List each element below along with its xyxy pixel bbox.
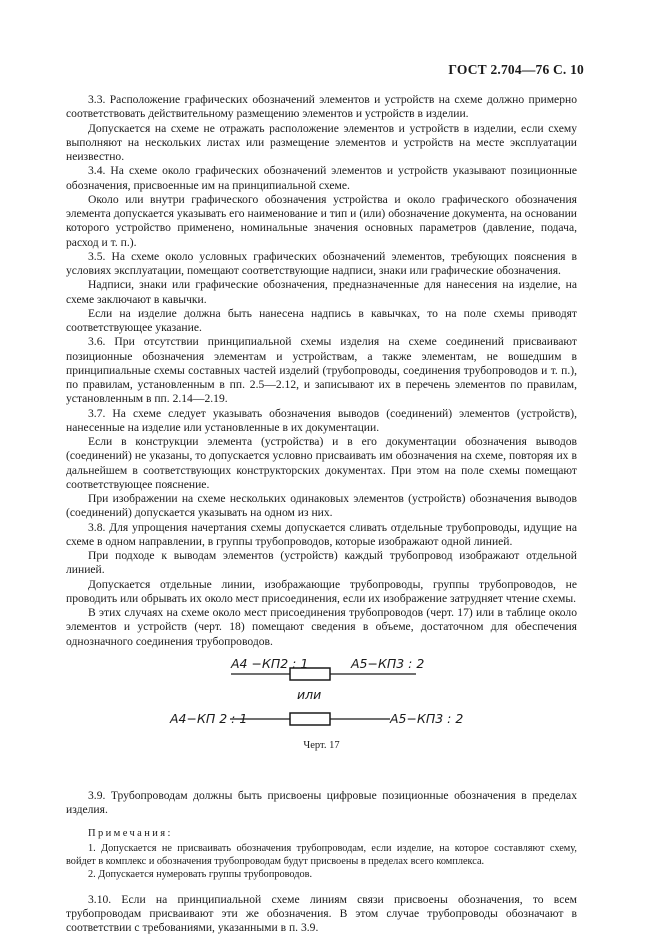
figure-caption: Черт. 17	[66, 739, 577, 753]
notes-title: Примечания:	[66, 827, 577, 841]
paragraph: В этих случаях на схеме около мест присоединения трубопроводов (черт. 17) или в таблице около элементов и устройств (черт. 18) помещают сведения в объеме, достаточном для обеспечения однозначного соединения трубопроводов.	[66, 606, 577, 649]
paragraph: Допускается на схеме не отражать расположение элементов и устройств в изделии, если схему выполняют на нескольких листах или размещение элементов и устройств на месте эксплуатации неизвестно.	[66, 122, 577, 165]
figure-17	[66, 655, 577, 765]
after-figure-section	[66, 789, 577, 818]
pipeline-diagram	[66, 655, 577, 739]
note-item: 1. Допускается не присваивать обозначения трубопроводам, если изделие, на которое составляют схему, войдет в комплекс и обозначения трубопроводам будут присвоены в пределах всего комплекса.	[66, 842, 577, 868]
paragraph: 3.9. Трубопроводам должны быть присвоены цифровые позиционные обозначения в пределах изделия.	[66, 789, 577, 818]
closing-section	[66, 893, 577, 935]
note-item: 2. Допускается нумеровать группы трубопроводов.	[66, 868, 577, 881]
bottom-left-label: А4−КП 2 : 1	[169, 711, 247, 726]
bottom-right-label: А5−КП3 : 2	[389, 711, 463, 726]
paragraph: При изображении на схеме нескольких одинаковых элементов (устройств) обозначения выводов (соединений) допускается указывать на одном из них.	[66, 492, 577, 521]
or-label: или	[297, 687, 321, 702]
paragraph: При подходе к выводам элементов (устройств) каждый трубопровод изображают отдельной линией.	[66, 549, 577, 578]
paragraph: 3.5. На схеме около условных графических обозначений элементов, требующих пояснения в условиях эксплуатации, помещают соответствующие надписи, знаки или графические обозначения.	[66, 250, 577, 279]
paragraph: 3.10. Если на принципиальной схеме линиям связи присвоены обозначения, то всем трубопроводам присваивают эти же обозначения. В этом случае трубопроводы обозначают в соответствии с требованиями, указанными в п. 3.9.	[66, 893, 577, 935]
paragraph: Допускается отдельные линии, изображающие трубопроводы, группы трубопроводов, не проводить или обрывать их около мест присоединения, если их изображение затрудняет чтение схемы.	[66, 578, 577, 607]
paragraph: Около или внутри графического обозначения устройства и около графического обозначения элемента допускается указывать его наименование и тип и (или) обозначение документа, на основании которого устройство применено, номинальные значения основных параметров (давление, подача, расход и т. п.).	[66, 193, 577, 250]
paragraph: 3.7. На схеме следует указывать обозначения выводов (соединений) элементов (устройств), нанесенные на изделие или установленные в их документации.	[66, 407, 577, 436]
bottom-element	[290, 713, 330, 725]
paragraph: 3.3. Расположение графических обозначений элементов и устройств на схеме должно примерно соответствовать действительному размещению элементов и устройств в изделии.	[66, 93, 577, 122]
document-body	[66, 93, 577, 935]
paragraph: 3.4. На схеме около графических обозначений элементов и устройств указывают позиционные обозначения, присвоенные им на принципиальной схеме.	[66, 164, 577, 193]
paragraph: 3.8. Для упрощения начертания схемы допускается сливать отдельные трубопроводы, идущие на схеме в одном направлении, в группы трубопроводов, которые изображают одной линией.	[66, 521, 577, 550]
top-left-label: А4 −КП2 : 1	[230, 656, 308, 671]
top-right-label: А5−КП3 : 2	[350, 656, 424, 671]
paragraph: Если на изделие должна быть нанесена надпись в кавычках, то на поле схемы приводят соответствующее указание.	[66, 307, 577, 336]
paragraph: Надписи, знаки или графические обозначения, предназначенные для нанесения на изделие, на схеме заключают в кавычки.	[66, 278, 577, 307]
paragraph: 3.6. При отсутствии принципиальной схемы изделия на схеме соединений присваивают позиционные обозначения элементам и устройствам, а также элементам, не вошедшим в принципиальные схемы составных частей изделий (трубопроводы, соединения трубопроводов и т. п.), по правилам, установленным в пп. 2.5—2.12, и записывают их в перечень элементов по правилам, установленным в пп. 2.14—2.19.	[66, 335, 577, 406]
paragraph: Если в конструкции элемента (устройства) и в его документации обозначения выводов (соединений) не указаны, то допускается условно присваивать им обозначения на схеме, повторяя их в дальнейшем в соответствующих конструкторских документах. При этом на поле схемы помещают соответствующее пояснение.	[66, 435, 577, 492]
page-header: ГОСТ 2.704—76 С. 10	[448, 62, 584, 78]
